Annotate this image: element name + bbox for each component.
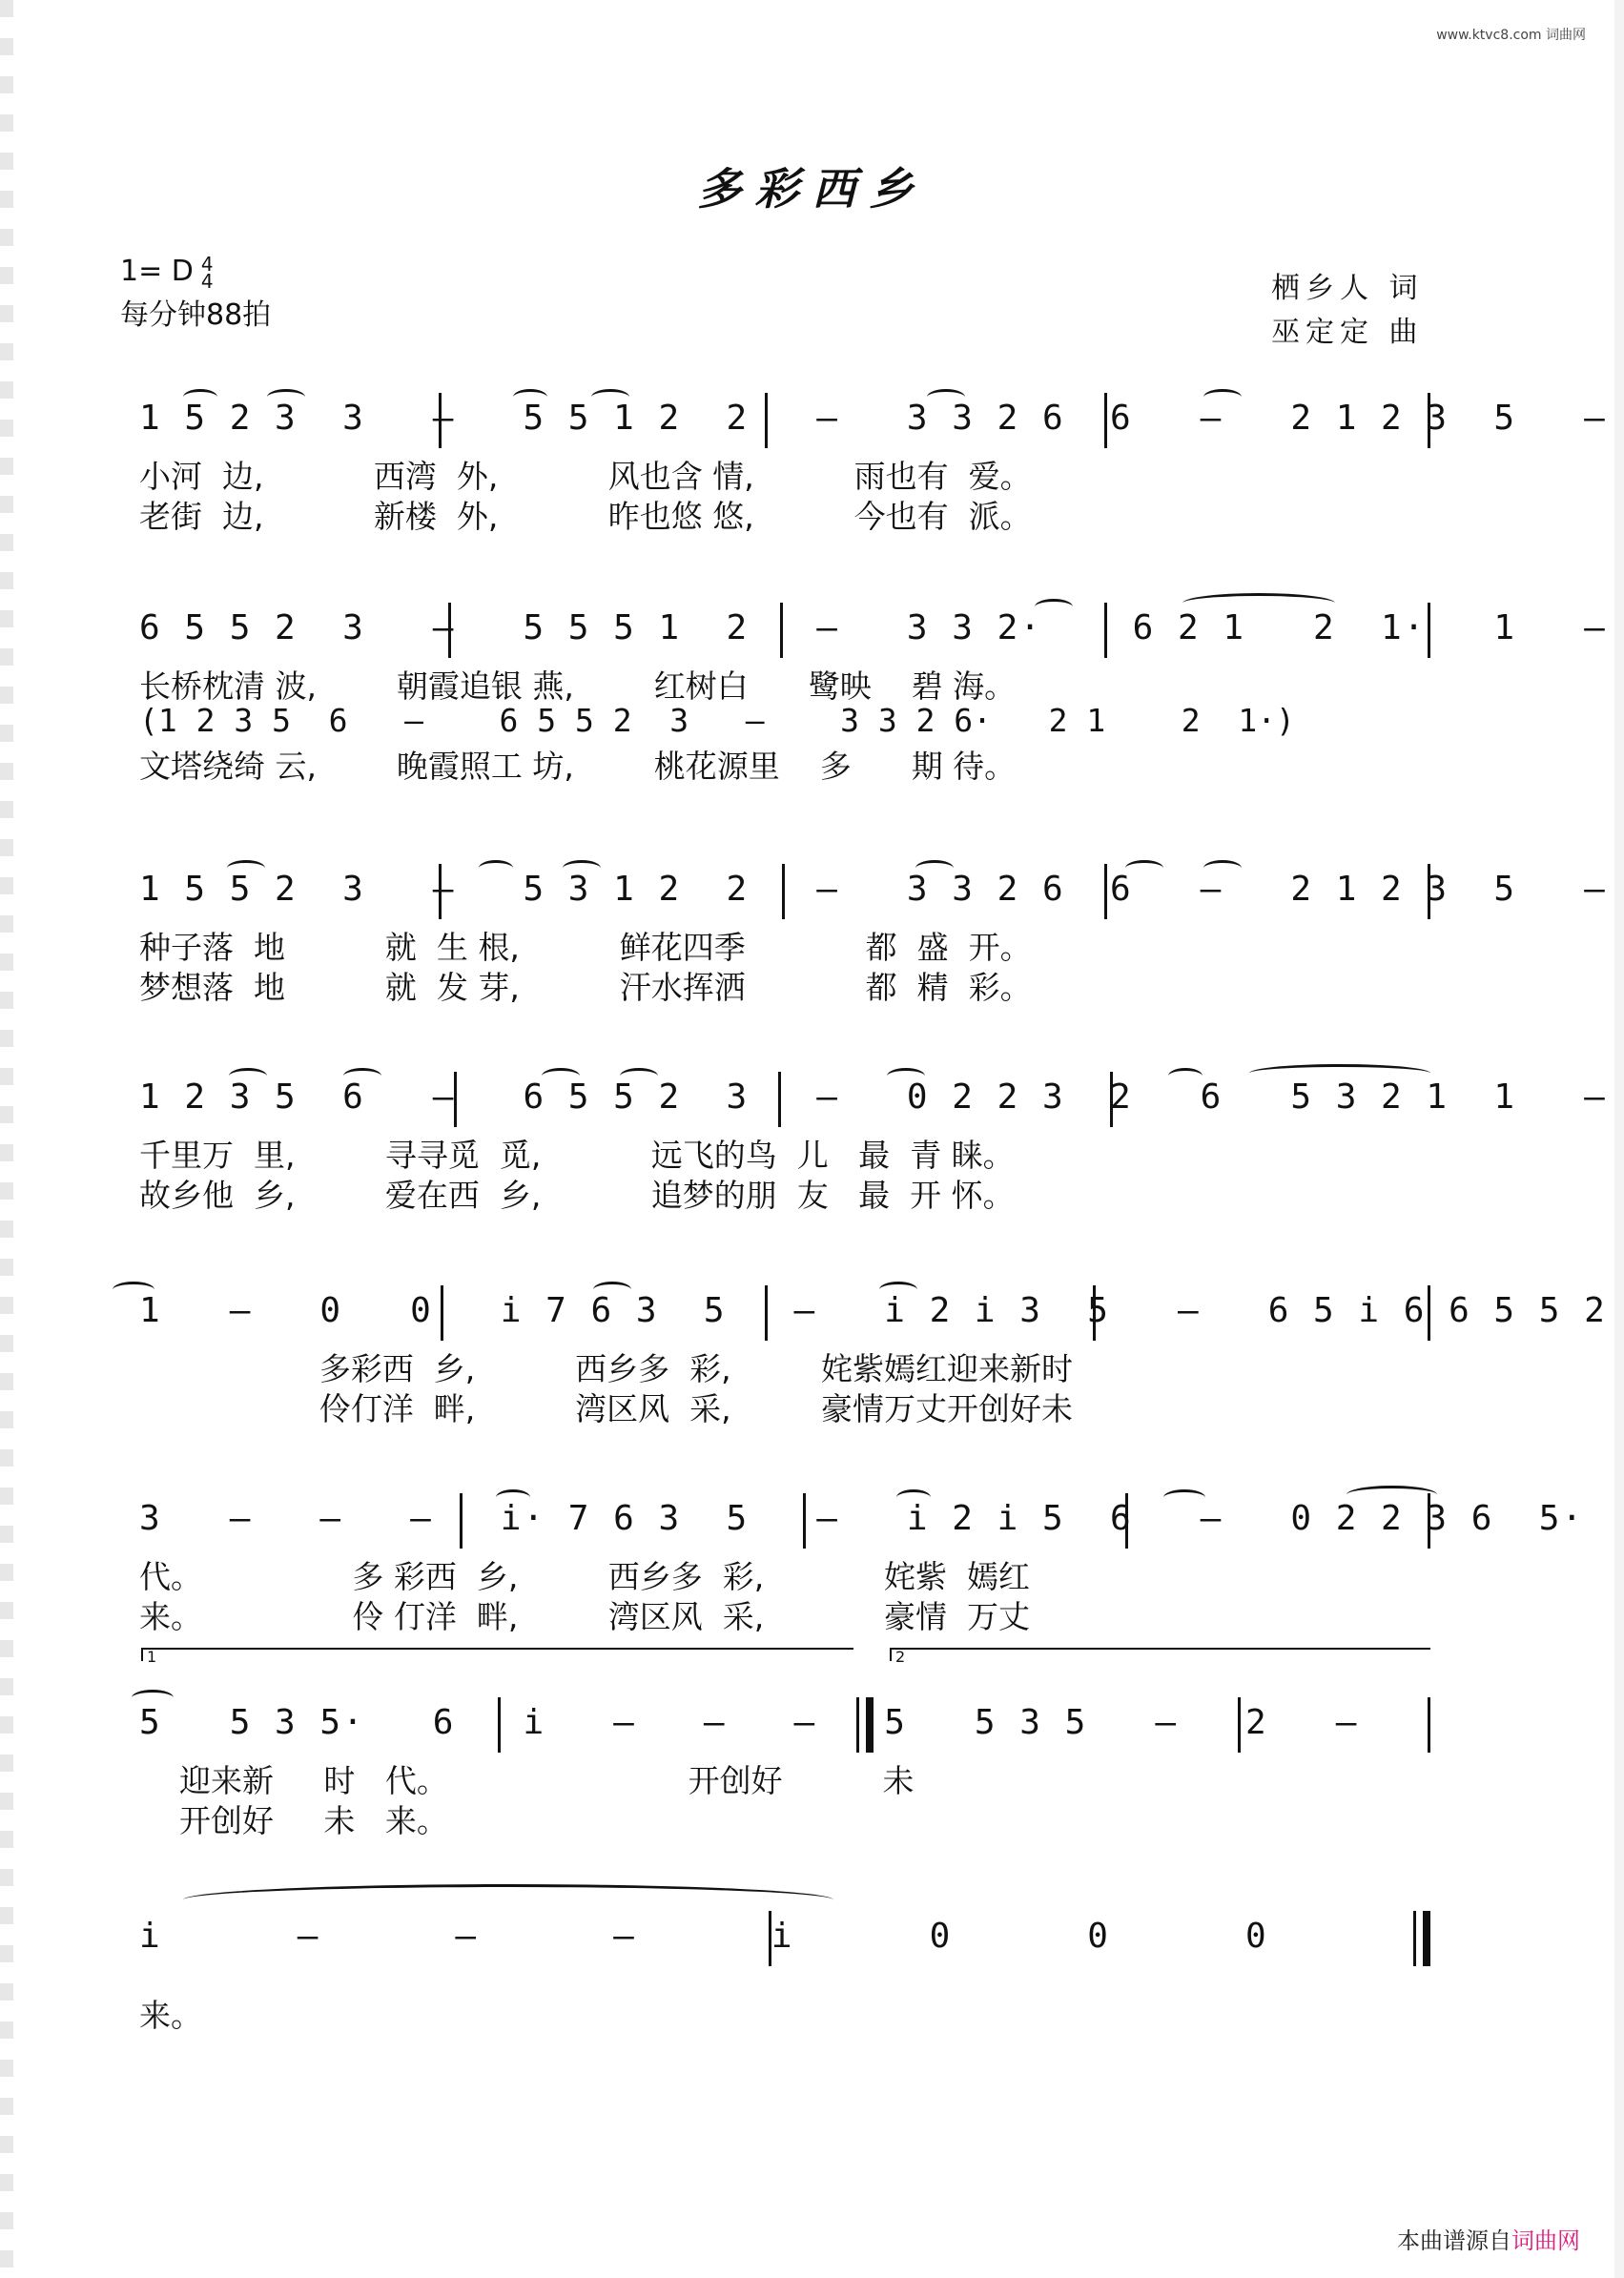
barline — [1125, 1493, 1128, 1549]
note-line: i – – – i 0 0 0 — [139, 1917, 1268, 1956]
source-watermark: www.ktvc8.com 词曲网 — [1436, 28, 1586, 43]
note-line: 1 2 3 5 6 – 6 5 5 2 3 – 0 2 2 3 2 6 5 3 2 1 1 – — [139, 1077, 1607, 1117]
lyric-verse-1: 多彩西 乡, 西乡多 彩, 姹紫嫣红迎来新时 — [139, 1350, 1074, 1387]
repeat-barline-thick — [866, 1697, 874, 1753]
composer-credit: 巫定定 曲 — [1271, 316, 1424, 349]
notation-row — [124, 1072, 1607, 1131]
barline — [439, 864, 442, 919]
barline — [765, 393, 768, 448]
lyric-verse-2: 伶仃洋 畔, 湾区风 采, 豪情万丈开创好未 — [139, 1390, 1074, 1427]
barline — [803, 1493, 806, 1549]
barline — [439, 393, 442, 448]
barline — [1428, 1493, 1430, 1549]
first-ending-bracket: 1 — [141, 1648, 853, 1661]
right-margin-strip — [1614, 0, 1624, 2278]
lyric-verse-1: 迎来新 时 代。 开创好 未 — [139, 1762, 915, 1799]
song-title: 多彩西乡 — [697, 163, 927, 215]
notation-row — [124, 1648, 1435, 1756]
lyric-verse-2: 文塔绕绮 云, 晚霞照工 坊, 桃花源里 多 期 待。 — [139, 748, 1017, 785]
barline — [769, 1911, 771, 1966]
lyricist-credit: 栖乡人 词 — [1271, 272, 1424, 305]
notation-row — [124, 1493, 1585, 1552]
barline — [1104, 393, 1107, 448]
barline — [460, 1493, 463, 1549]
score-system-4 — [124, 1072, 1607, 1214]
score-system-3 — [124, 864, 1607, 1006]
barline — [1238, 1697, 1241, 1753]
lyric-verse-2: 来。 伶 仃洋 畔, 湾区风 采, 豪情 万丈 — [139, 1598, 1031, 1635]
barline — [448, 603, 451, 658]
footer-prefix: 本曲谱源自 — [1397, 2227, 1511, 2254]
lyric-verse-2: 梦想落 地 就 发 芽, 汗水挥洒 都 精 彩。 — [139, 969, 1032, 1006]
note-line: 3 – – – i· 7 6 3 5 – i 2 i 5 6 – 0 2 2 3 6 5· — [139, 1499, 1585, 1538]
note-line: 1 – 0 0 i 7 6 3 5 – i 2 i 3 5 – 6 5 i 6 6 5 5 2 — [139, 1291, 1607, 1330]
barline — [765, 1285, 768, 1341]
note-line: 1 5 2 3 3 – 5 5 1 2 2 – 3 3 2 6 6 – 2 1 2 3 5 – — [139, 399, 1607, 438]
long-tie — [183, 1884, 833, 1916]
final-barline-thin — [1413, 1911, 1416, 1966]
alt-notation-line: (1 2 3 5 6 – 6 5 5 2 3 – 3 3 2 6· 2 1 2 1·) — [139, 702, 1295, 739]
lyric-verse-2: 故乡他 乡, 爱在西 乡, 追梦的朋 友 最 开 怀。 — [139, 1177, 1015, 1214]
barline — [1428, 864, 1430, 919]
lyric-verse-1: 小河 边, 西湾 外, 风也含 情, 雨也有 爱。 — [139, 458, 1032, 495]
barline — [1110, 1072, 1113, 1127]
key-signature — [120, 250, 271, 294]
score-system-6 — [124, 1493, 1585, 1635]
note-line: 5 5 3 5· 6 i – – – 5 5 3 5 – 2 – — [139, 1703, 1359, 1742]
lyric-verse-1: 来。 — [139, 1997, 202, 2034]
final-barline-thick — [1423, 1911, 1430, 1966]
barline — [454, 1072, 457, 1127]
second-ending-bracket: 2 — [890, 1648, 1430, 1661]
score-system-1 — [124, 393, 1607, 535]
score-system-5 — [124, 1285, 1607, 1427]
lyric-verse-2: 开创好 未 来。 — [139, 1802, 448, 1839]
lyric-verse-1: 长桥枕清 波, 朝霞追银 燕, 红树白 鹭映 碧 海。 — [139, 667, 1017, 705]
barline — [1428, 393, 1430, 448]
note-line: 1 5 5 2 3 – 5 3 1 2 2 – 3 3 2 6 6 – 2 1 2 3 5 – — [139, 870, 1607, 909]
repeat-barline — [856, 1697, 859, 1753]
key-tempo-block — [120, 250, 271, 338]
barline — [1428, 1697, 1430, 1753]
barline — [1104, 864, 1107, 919]
tempo-marking: 每分钟88拍 — [120, 298, 272, 332]
barline — [498, 1697, 501, 1753]
lyric-verse-2: 老街 边, 新楼 外, 昨也悠 悠, 今也有 派。 — [139, 498, 1032, 535]
barline — [1093, 1285, 1096, 1341]
barline — [1428, 1285, 1430, 1341]
time-signature: 4 4 — [200, 252, 214, 293]
notation-row — [124, 393, 1607, 452]
key-label: 1= D — [120, 255, 194, 288]
notation-row — [124, 1285, 1607, 1344]
source-footer — [1397, 2222, 1580, 2255]
footer-site-link[interactable]: 词曲网 — [1511, 2227, 1580, 2254]
lyric-verse-1: 代。 多 彩西 乡, 西乡多 彩, 姹紫 嫣红 — [139, 1558, 1031, 1595]
barline — [778, 1072, 781, 1127]
barline — [1428, 603, 1430, 658]
score-system-7 — [124, 1648, 1435, 1839]
lyric-verse-1: 千里万 里, 寻寻觅 觅, 远飞的鸟 儿 最 青 睐。 — [139, 1137, 1015, 1174]
barline — [780, 603, 783, 658]
credits-block — [1271, 267, 1424, 355]
barline — [782, 864, 785, 919]
notation-row — [124, 864, 1607, 923]
barline — [1104, 603, 1107, 658]
left-margin-strip — [0, 0, 13, 2278]
lyric-verse-1: 种子落 地 就 生 根, 鲜花四季 都 盛 开。 — [139, 929, 1032, 966]
barline — [441, 1285, 443, 1341]
score-system-2 — [124, 603, 1607, 785]
notation-row — [124, 603, 1607, 662]
note-line: 6 5 5 2 3 – 5 5 5 1 2 – 3 3 2· 6 2 1 2 1· 1 – — [139, 608, 1607, 647]
notation-row — [124, 1911, 1435, 1970]
score-system-8 — [124, 1911, 1435, 2034]
